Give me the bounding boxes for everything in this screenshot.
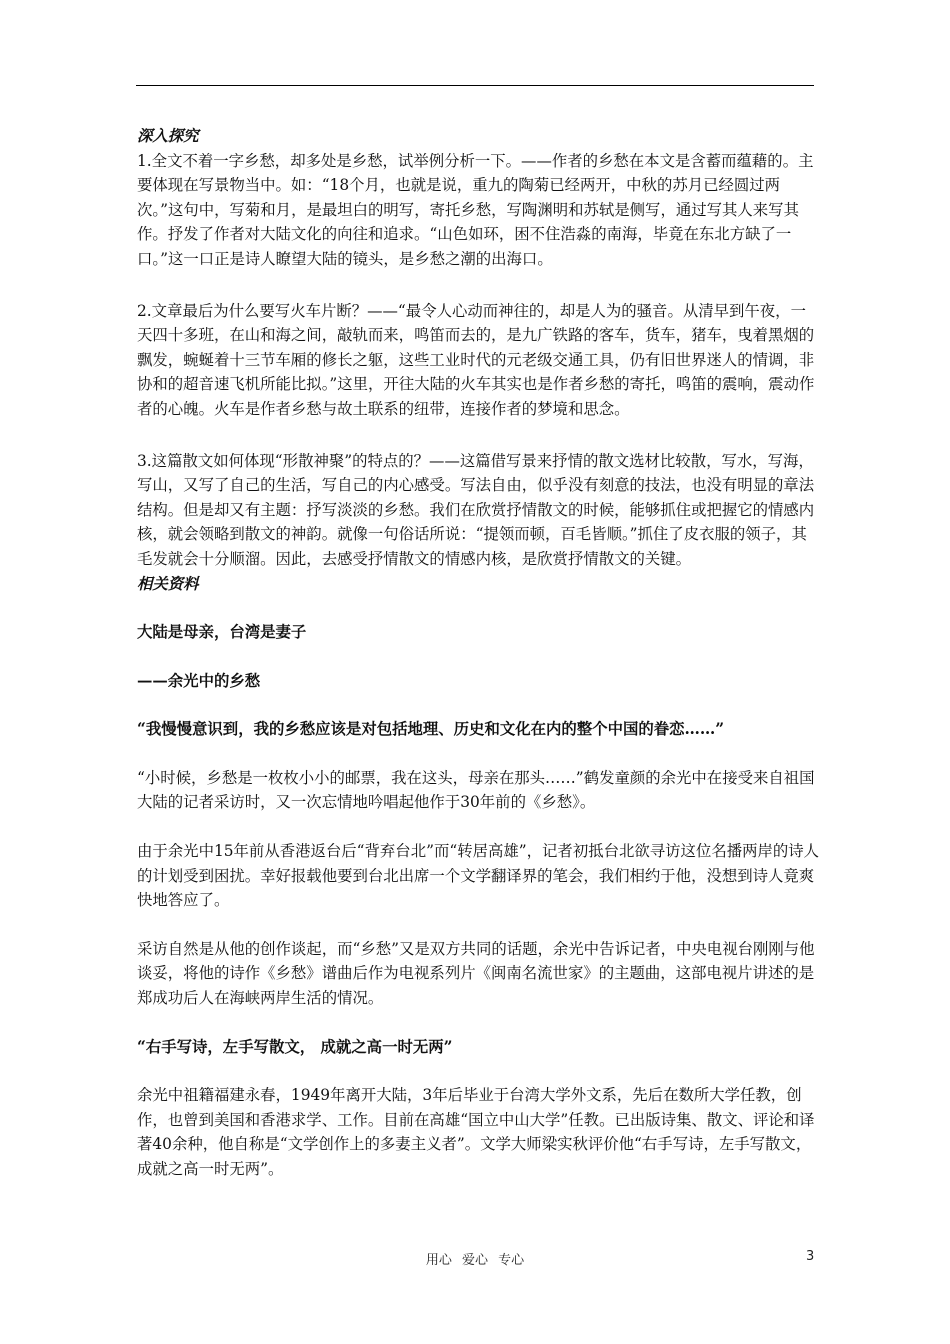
section-heading-materials: 相关资料	[137, 574, 199, 593]
header-rule	[136, 85, 814, 86]
paragraph-q2: 2.文章最后为什么要写火车片断？——“最令人心动而神往的，却是人为的骚音。从清早到午夜，一天四十多班，在山和海之间，敲轨而来，鸣笛而去的，是九广铁路的客车，货车，猪车，曳着黑烟的飘发，蜿蜒着十三节车厢的修长之躯，这些工业时代的元老级交通工具，仍有旧世界迷人的情调，非协和的超音速飞机所能比拟。”这里，开往大陆的火车其实也是作者乡愁的寄托，鸣笛的震响，震动作者的心魄。火车是作者乡愁与故土联系的纽带，连接作者的梦境和思念。	[137, 301, 815, 418]
quote-heading: “我慢慢意识到，我的乡愁应该是对包括地理、历史和文化在内的整个中国的眷恋……”	[137, 720, 725, 739]
section-heading-explore: 深入探究	[137, 127, 199, 145]
paragraph-body: 余光中祖籍福建永春，1949年离开大陆，3年后毕业于台湾大学外文系，先后在数所大学任教，创作，也曾到美国和香港求学、工作。目前在高雄“国立中山大学”任教。已出版诗集、散文、评论和译著40余种，他自称是“文学创作上的多妻主义者”。文学大师梁实秋评价他“右手写诗，左手写散文，成就之高一时无两”。	[137, 1086, 815, 1178]
paragraph-body: 由于余光中15年前从香港返台后“背弃台北”而“转居高雄”，记者初抵台北欲寻访这位名播两岸的诗人的计划受到困扰。幸好报载他要到台北出席一个文学翻译界的笔会，我们相约于他，没想到诗人竟爽快地答应了。	[137, 842, 820, 910]
footer-motto: 用心 爱心 专心	[425, 1253, 525, 1268]
paragraph-q3: 3.这篇散文如何体现“形散神聚”的特点的？——这篇借写景来抒情的散文选材比较散，写水，写海，写山，又写了自己的生活，写自己的内心感受。写法自由，似乎没有刻意的技法，也没有明显的章法结构。但是却又有主题：抒写淡淡的乡愁。我们在欣赏抒情散文的时候，能够抓住或把握它的情感内核，就会领略到散文的神韵。就像一句俗话所说：“提领而顿，百毛皆顺。”抓住了皮衣服的领子，其毛发就会十分顺溜。因此，去感受抒情散文的情感内核，是欣赏抒情散文的关键。	[137, 451, 815, 568]
paragraph-body: “小时候，乡愁是一枚枚小小的邮票，我在这头，母亲在那头……”鹤发童颜的余光中在接受来自祖国大陆的记者采访时，又一次忘情地吟唱起他作于30年前的《乡愁》。	[137, 768, 815, 812]
article-subtitle: ——余光中的乡愁	[137, 671, 261, 690]
article-title: 大陆是母亲，台湾是妻子	[137, 623, 307, 642]
page-content	[137, 124, 821, 1182]
paragraph-q1: 1.全文不着一字乡愁，却多处是乡愁，试举例分析一下。——作者的乡愁在本文是含蓄而蕴藉的。主要体现在写景物当中。如：“18个月，也就是说，重九的陶菊已经两开，中秋的苏月已经圆过两次。”这句中，写菊和月，是最坦白的明写，寄托乡愁，写陶渊明和苏轼是侧写，通过写其人来写其作。抒发了作者对大陆文化的向往和追求。“山色如环，困不住浩淼的南海，毕竟在东北方缺了一口。”这一口正是诗人瞭望大陆的镜头，是乡愁之潮的出海口。	[137, 151, 814, 268]
page-number: 3	[806, 1249, 815, 1264]
quote-heading-2: “右手写诗，左手写散文， 成就之高一时无两”	[137, 1037, 453, 1056]
paragraph-body: 采访自然是从他的创作谈起，而“乡愁”又是双方共同的话题，余光中告诉记者，中央电视台刚刚与他谈妥，将他的诗作《乡愁》谱曲后作为电视系列片《闽南名流世家》的主题曲，这部电视片讲述的是郑成功后人在海峡两岸生活的情况。	[137, 939, 815, 1008]
